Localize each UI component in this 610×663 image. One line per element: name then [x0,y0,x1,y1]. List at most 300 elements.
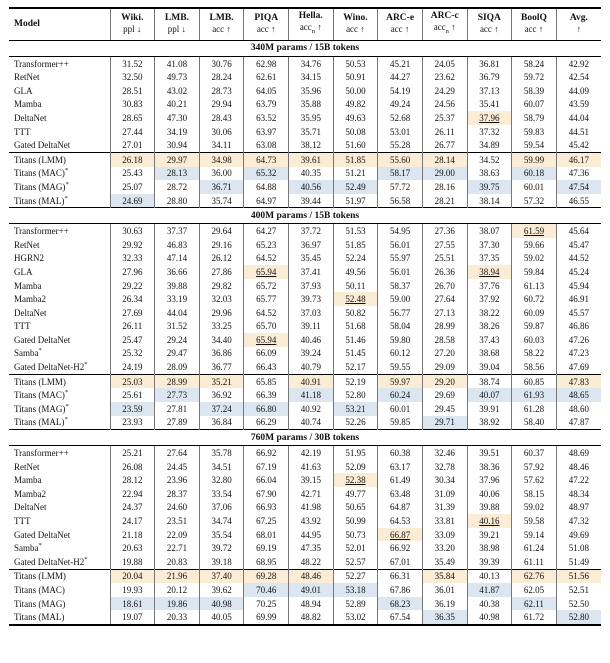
metric-value: 23.93 [110,416,155,430]
model-name: Mamba [14,280,42,291]
table-row [9,333,601,347]
metric-value: 65.77 [244,292,289,306]
table-row [9,70,601,84]
metric-value: 27.64 [155,446,200,460]
metric-value: 51.85 [333,152,378,166]
model-name: Titans (LMM) [9,374,110,388]
metric-value: 59.66 [512,238,557,252]
metric-value: 29.16 [199,238,244,252]
metric-value: 66.92 [244,446,289,460]
metric-name: ARC-c [430,11,459,21]
metric-value: 19.88 [110,555,155,569]
metric-value: 59.58 [512,514,557,528]
model-name: Transformer++ [14,448,69,459]
table-row [9,224,601,238]
metric-name: Wiki. [121,13,144,24]
model-name: Titans (LMM) [9,569,110,583]
metric-value: 51.08 [556,541,601,555]
metric-value: 33.54 [199,487,244,501]
hybrid-model-mark: * [64,194,68,202]
metric-value: 28.12 [110,473,155,487]
metric-value: 34.19 [155,125,200,139]
table-row [9,528,601,542]
metric-value: 63.08 [244,138,289,152]
metric-value: 52.50 [556,597,601,611]
column-header-model: Model [9,8,110,40]
metric-value: 44.09 [556,84,601,98]
metric-value: 47.30 [155,111,200,125]
metric-value: 22.71 [155,541,200,555]
metric-value: 58.40 [512,416,557,430]
metric-value: 63.97 [244,125,289,139]
metric-value: 61.49 [378,473,423,487]
table-row [9,194,601,208]
metric-name: LMB. [209,13,234,24]
metric-value: 60.12 [378,347,423,361]
metric-value: 21.18 [110,528,155,542]
metric-value: 34.74 [199,514,244,528]
metric-value: 62.61 [244,70,289,84]
metric-value: 41.63 [289,460,334,474]
metric-value: 68.23 [378,597,423,611]
model-name: Titans (MAC)* [14,167,69,179]
metric-value: 36.71 [199,180,244,194]
metric-value: 38.26 [467,319,512,333]
metric-value: 64.52 [244,306,289,320]
metric-value: 59.87 [512,319,557,333]
metric-value: 29.20 [422,374,467,388]
metric-value: 45.24 [556,265,601,279]
metric-value: 46.17 [556,152,601,166]
metric-value: 29.94 [199,98,244,112]
table-row [9,98,601,112]
metric-value: 54.95 [378,224,423,238]
metric-value: 51.49 [556,555,601,569]
metric-value: 39.44 [289,194,334,208]
metric-value: 65.94 [244,333,289,347]
metric-value: 38.63 [467,167,512,181]
metric-unit: acc ↑ [212,24,231,35]
metric-value: 26.70 [422,279,467,293]
metric-value: 36.92 [199,388,244,402]
model-name: DeltaNet [14,502,47,513]
section-title: 400M params / 15B tokens [9,208,601,224]
metric-value: 29.22 [110,279,155,293]
metric-value: 44.04 [155,306,200,320]
metric-unit: ↑ [576,24,582,35]
metric-value: 31.52 [110,56,155,70]
table-row [9,374,601,388]
hybrid-model-mark: * [38,347,42,355]
metric-value: 66.29 [244,416,289,430]
metric-value: 40.05 [199,610,244,625]
metric-value: 59.99 [512,152,557,166]
table-row [9,569,601,583]
table-row [9,583,601,597]
metric-value: 35.41 [467,98,512,112]
model-name: Transformer++ [14,226,69,237]
metric-value: 39.88 [467,501,512,515]
metric-value: 29.69 [422,388,467,402]
column-header-4-hella [289,8,334,40]
model-name: Titans (MAG)* [14,180,69,192]
metric-value: 34.52 [467,152,512,166]
model-name: RetNet [14,239,40,250]
model-name: Gated DeltaNet-H2* [14,555,88,567]
metric-value: 41.18 [289,388,334,402]
metric-value: 35.74 [199,194,244,208]
metric-value: 39.51 [467,446,512,460]
metric-value: 34.11 [199,138,244,152]
metric-value: 34.40 [199,333,244,347]
metric-value: 59.97 [378,374,423,388]
metric-value: 58.37 [378,279,423,293]
metric-value: 34.89 [467,138,512,152]
metric-value: 24.37 [110,501,155,515]
metric-value: 23.51 [155,514,200,528]
metric-value: 48.60 [556,402,601,416]
table-row [9,473,601,487]
metric-value: 27.13 [422,306,467,320]
metric-value: 48.46 [556,460,601,474]
metric-value: 65.70 [244,319,289,333]
model-name: Titans (LMM) [9,152,110,166]
metric-value: 25.32 [110,347,155,361]
metric-value: 52.26 [333,416,378,430]
metric-value: 56.01 [378,265,423,279]
table-row [9,292,601,306]
metric-value: 34.98 [199,152,244,166]
model-name: Titans (MAC) [14,584,65,595]
metric-value: 31.09 [422,487,467,501]
metric-value: 61.11 [512,555,557,569]
table-row [9,84,601,98]
metric-value: 37.37 [155,224,200,238]
column-header-9-boolq [512,8,557,40]
table-row [9,501,601,515]
metric-value: 28.99 [422,319,467,333]
metric-value: 42.71 [289,487,334,501]
model-name: Titans (MAG)* [14,402,69,414]
metric-value: 25.43 [110,167,155,181]
metric-value: 52.57 [333,555,378,569]
metric-value: 36.00 [199,167,244,181]
metric-value: 18.61 [110,597,155,611]
metric-value: 53.21 [333,402,378,416]
metric-value: 19.07 [110,610,155,625]
metric-value: 62.76 [512,569,557,583]
metric-name: ARC-e [386,13,415,24]
metric-value: 19.86 [155,597,200,611]
metric-value: 52.01 [333,541,378,555]
metric-value: 40.46 [289,333,334,347]
metric-value: 59.80 [378,333,423,347]
table-row [9,446,601,460]
metric-value: 64.87 [378,501,423,515]
metric-value: 58.22 [512,347,557,361]
metric-value: 33.20 [422,541,467,555]
metric-value: 59.55 [378,360,423,374]
metric-unit: ppl ↓ [123,24,142,35]
metric-value: 30.63 [110,224,155,238]
metric-value: 33.19 [155,292,200,306]
metric-value: 61.24 [512,541,557,555]
metric-value: 38.92 [467,416,512,430]
metric-value: 67.01 [378,555,423,569]
metric-value: 28.24 [199,70,244,84]
metric-value: 49.77 [333,487,378,501]
metric-value: 37.40 [199,569,244,583]
metric-value: 49.73 [155,70,200,84]
metric-value: 36.79 [467,70,512,84]
metric-value: 34.51 [199,460,244,474]
metric-value: 59.72 [512,70,557,84]
metric-value: 47.32 [556,514,601,528]
metric-name: BoolQ [521,13,547,24]
metric-value: 28.80 [155,194,200,208]
metric-value: 26.12 [199,252,244,266]
model-name: RetNet [14,461,40,472]
metric-value: 52.09 [333,460,378,474]
metric-value: 40.98 [467,610,512,625]
metric-value: 52.17 [333,360,378,374]
metric-value: 35.95 [289,111,334,125]
metric-value: 29.82 [199,279,244,293]
metric-value: 39.75 [467,180,512,194]
metric-value: 28.72 [155,180,200,194]
hybrid-model-mark: * [64,416,68,424]
metric-value: 30.76 [199,56,244,70]
metric-value: 52.24 [333,252,378,266]
metric-value: 50.99 [333,514,378,528]
metric-value: 54.19 [378,84,423,98]
metric-value: 37.03 [289,306,334,320]
metric-value: 68.01 [244,528,289,542]
table-row [9,319,601,333]
metric-value: 28.16 [422,180,467,194]
metric-value: 26.36 [422,265,467,279]
metric-value: 41.87 [467,583,512,597]
metric-value: 29.64 [199,224,244,238]
metric-value: 32.33 [110,252,155,266]
column-header-10-avg [556,8,601,40]
table-row [9,487,601,501]
model-name: Samba* [14,542,42,554]
metric-value: 51.60 [333,138,378,152]
metric-value: 46.83 [155,238,200,252]
section-title-row [9,208,601,224]
hybrid-model-mark: * [65,402,69,410]
metric-value: 37.35 [467,252,512,266]
metric-value: 49.01 [289,583,334,597]
metric-value: 64.53 [378,514,423,528]
metric-value: 67.90 [244,487,289,501]
metric-value: 64.73 [244,152,289,166]
metric-value: 47.36 [556,167,601,181]
metric-value: 27.55 [422,238,467,252]
metric-value: 27.01 [110,138,155,152]
metric-value: 45.21 [378,56,423,70]
metric-value: 59.85 [378,416,423,430]
metric-value: 59.02 [512,252,557,266]
metric-value: 27.73 [155,388,200,402]
metric-value: 64.52 [244,252,289,266]
metric-value: 26.08 [110,460,155,474]
metric-value: 66.39 [244,388,289,402]
metric-value: 37.41 [289,265,334,279]
metric-value: 29.45 [422,402,467,416]
metric-value: 60.18 [512,167,557,181]
metric-value: 58.17 [378,167,423,181]
metric-value: 47.83 [556,374,601,388]
metric-value: 20.63 [110,541,155,555]
metric-value: 23.62 [422,70,467,84]
table-row [9,416,601,430]
metric-value: 51.21 [333,167,378,181]
model-name: Titans (MAL) [14,612,65,623]
model-name: Samba* [14,347,42,359]
metric-value: 60.01 [378,402,423,416]
model-name: TTT [14,321,31,332]
metric-value: 31.39 [422,501,467,515]
metric-value: 37.32 [467,125,512,139]
metric-value: 35.71 [289,125,334,139]
metric-value: 39.62 [199,583,244,597]
metric-value: 37.76 [467,279,512,293]
metric-value: 55.97 [378,252,423,266]
metric-value: 28.58 [422,333,467,347]
section-title: 760M params / 30B tokens [9,430,601,446]
metric-value: 45.57 [556,306,601,320]
metric-value: 65.32 [244,167,289,181]
metric-value: 66.43 [244,360,289,374]
metric-name: LMB. [164,13,189,24]
metric-value: 27.96 [110,265,155,279]
metric-value: 29.47 [155,347,200,361]
metric-value: 24.60 [155,501,200,515]
metric-value: 40.21 [155,98,200,112]
metric-value: 28.73 [199,84,244,98]
metric-value: 36.66 [155,265,200,279]
metric-value: 45.64 [556,224,601,238]
metric-value: 39.39 [467,555,512,569]
metric-value: 30.06 [199,125,244,139]
metric-value: 66.92 [378,541,423,555]
table-row [9,597,601,611]
metric-value: 59.00 [378,292,423,306]
model-name: Mamba2 [14,488,46,499]
metric-value: 60.24 [378,388,423,402]
metric-value: 40.74 [289,416,334,430]
metric-value: 29.96 [199,306,244,320]
metric-value: 48.97 [556,501,601,515]
metric-value: 52.80 [556,610,601,625]
metric-unit: acc$_n$ ↑ [299,22,322,35]
metric-value: 47.87 [556,416,601,430]
metric-value: 36.81 [467,56,512,70]
metric-value: 52.27 [333,569,378,583]
metric-value: 53.18 [333,583,378,597]
hybrid-model-mark: * [84,555,88,563]
metric-value: 33.09 [422,528,467,542]
metric-value: 60.37 [512,446,557,460]
model-name: TTT [14,126,31,137]
metric-unit: acc$_n$ ↑ [433,22,456,35]
metric-value: 58.79 [512,111,557,125]
metric-value: 19.93 [110,583,155,597]
metric-value: 52.38 [333,473,378,487]
metric-value: 33.81 [422,514,467,528]
metric-value: 51.97 [333,194,378,208]
metric-value: 65.94 [244,265,289,279]
metric-value: 39.73 [289,292,334,306]
metric-value: 25.37 [422,111,467,125]
results-table [9,7,601,626]
metric-value: 47.69 [556,360,601,374]
metric-value: 24.45 [155,460,200,474]
metric-value: 60.09 [512,306,557,320]
model-name: DeltaNet [14,112,47,123]
metric-value: 46.91 [556,292,601,306]
metric-value: 59.54 [512,138,557,152]
metric-value: 23.96 [155,473,200,487]
metric-value: 56.01 [378,238,423,252]
column-header-2-lmb [199,8,244,40]
hybrid-model-mark: * [64,389,69,397]
metric-value: 50.82 [333,306,378,320]
metric-value: 51.85 [333,238,378,252]
table-row [9,541,601,555]
metric-value: 37.72 [289,224,334,238]
hybrid-model-mark: * [64,167,69,175]
column-header-7-arcc [422,8,467,40]
metric-value: 44.95 [289,528,334,542]
metric-value: 36.19 [422,597,467,611]
table-row [9,388,601,402]
table-row [9,138,601,152]
metric-value: 20.04 [110,569,155,583]
metric-value: 35.84 [422,569,467,583]
section-title-row [9,40,601,56]
model-name: Gated DeltaNet [14,140,71,151]
metric-value: 35.96 [289,84,334,98]
metric-value: 32.80 [199,473,244,487]
metric-value: 37.96 [467,473,512,487]
metric-value: 64.27 [244,224,289,238]
metric-value: 52.19 [333,374,378,388]
metric-value: 63.48 [378,487,423,501]
metric-value: 50.53 [333,56,378,70]
metric-value: 43.02 [155,84,200,98]
metric-value: 48.94 [289,597,334,611]
metric-value: 60.72 [512,292,557,306]
metric-value: 37.92 [467,292,512,306]
table-row [9,111,601,125]
metric-value: 24.69 [110,194,155,208]
metric-value: 37.13 [467,84,512,98]
metric-value: 70.25 [244,597,289,611]
table-row [9,152,601,166]
table-row [9,402,601,416]
hybrid-model-mark: * [38,542,42,550]
metric-value: 45.47 [556,238,601,252]
metric-value: 48.65 [556,388,601,402]
metric-value: 40.91 [289,374,334,388]
metric-value: 48.22 [289,555,334,569]
metric-value: 26.11 [110,319,155,333]
metric-value: 44.52 [556,252,601,266]
section-title: 340M params / 15B tokens [9,40,601,56]
